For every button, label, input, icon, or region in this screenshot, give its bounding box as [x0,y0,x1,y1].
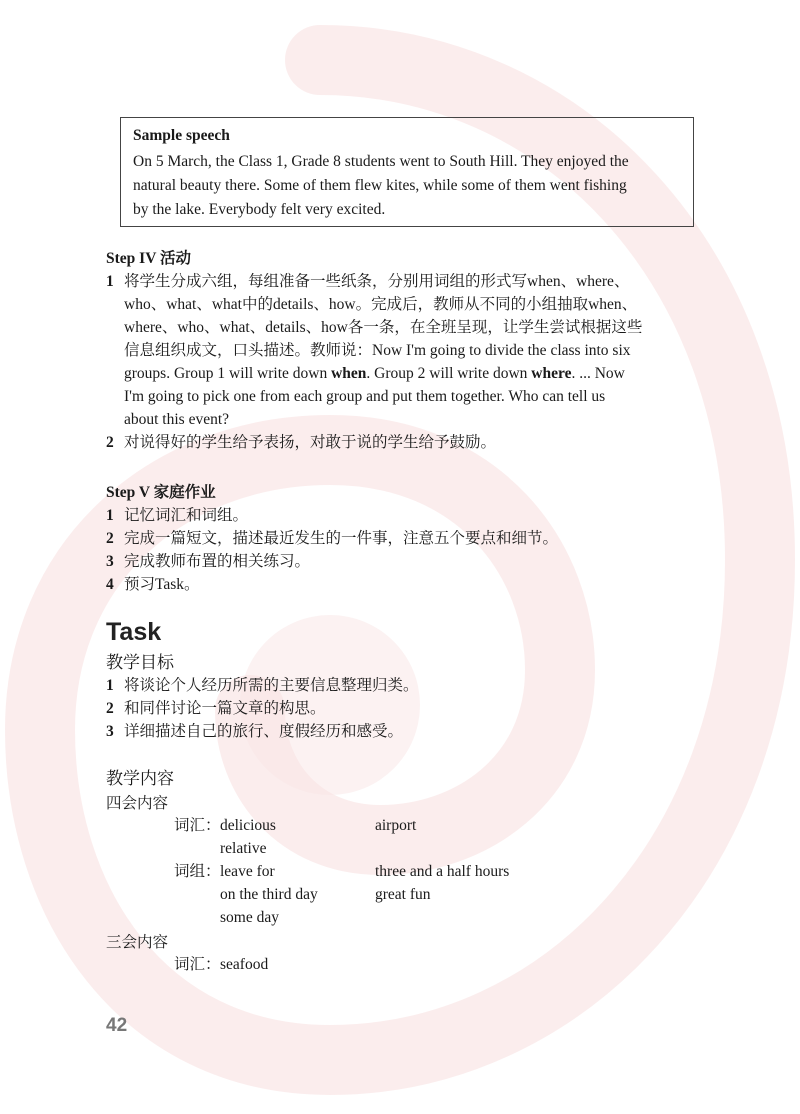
objectives-heading: 教学目标 [106,653,174,673]
sample-line: natural beauty there. Some of them flew kites, while some of them went fishing [133,177,627,194]
item-line: I'm going to pick one from each group and put them together. Who can tell us [124,388,606,405]
content-heading: 教学内容 [106,769,174,789]
keyword-where: where [531,365,572,382]
objective-item: 1 将谈论个人经历所需的主要信息整理归类。 [106,677,419,694]
step-4-section [106,247,696,454]
item-text: 完成教师布置的相关练习。 [124,553,311,570]
item-text: 预习Task。 [124,576,200,593]
step-5-item: 3 完成教师布置的相关练习。 [106,550,696,573]
item-text: 对说得好的学生给予表扬，对敢于说的学生给予鼓励。 [124,434,497,451]
four-skills-label: 四会内容 [106,795,169,812]
task-title: Task [106,618,162,646]
item-line: where、who、what、details、how各一条，在全班呈现，让学生尝试根据这些 [124,319,643,336]
sample-speech-text [133,150,683,222]
step-5-section [106,481,696,596]
objective-item: 3 详细描述自己的旅行、度假经历和感受。 [106,723,404,740]
item-text: 记忆词汇和词组。 [124,507,249,524]
step-4-item-2 [106,431,696,454]
phrase-item: on the third day [220,886,318,903]
phrase-item: great fun [375,886,431,903]
step-5-heading: Step V 家庭作业 [106,484,216,501]
sample-speech-title: Sample speech [133,127,230,144]
item-line: 将学生分成六组，每组准备一些纸条，分别用词组的形式写when、where、 [124,273,630,290]
item-number: 2 [106,434,114,451]
objectives-section [106,652,696,743]
vocab-label: 词汇： [174,817,221,834]
three-skills-label: 三会内容 [106,934,169,951]
phrase-item: three and a half hours [375,863,510,880]
phrase-label: 词组： [174,863,221,880]
item-line: about this event? [124,411,230,428]
item-text: 完成一篇短文，描述最近发生的一件事，注意五个要点和细节。 [124,530,559,547]
step-4-item-1 [106,270,696,431]
item-line: 信息组织成文，口头描述。教师说：Now I'm going to divide the class into six [124,342,631,359]
step-5-item: 4 预习Task。 [106,573,696,596]
vocab-item: delicious [220,817,276,834]
vocab-item: relative [220,840,267,857]
vocab-label-2: 词汇： [174,956,221,973]
item-line: groups. Group 1 will write down when. Group 2 will write down where. ... Now [124,365,625,382]
phrase-item: some day [220,909,279,926]
step-5-item: 1 记忆词汇和词组。 [106,504,696,527]
sample-line: On 5 March, the Class 1, Grade 8 students went to South Hill. They enjoyed the [133,153,629,170]
vocab-item: seafood [220,956,269,973]
step-5-item: 2 完成一篇短文，描述最近发生的一件事，注意五个要点和细节。 [106,527,696,550]
phrase-item: leave for [220,863,275,880]
sample-speech-box [120,117,694,227]
sample-line: by the lake. Everybody felt very excited. [133,201,386,218]
step-4-heading: Step IV 活动 [106,250,191,267]
vocab-item: airport [375,817,417,834]
item-number: 1 [106,273,114,290]
item-line: who、what、what中的details、how。完成后，教师从不同的小组抽取when、 [124,296,638,313]
keyword-when: when [331,365,367,382]
objective-item: 2 和同伴讨论一篇文章的构思。 [106,700,326,717]
page-number: 42 [106,1015,128,1036]
